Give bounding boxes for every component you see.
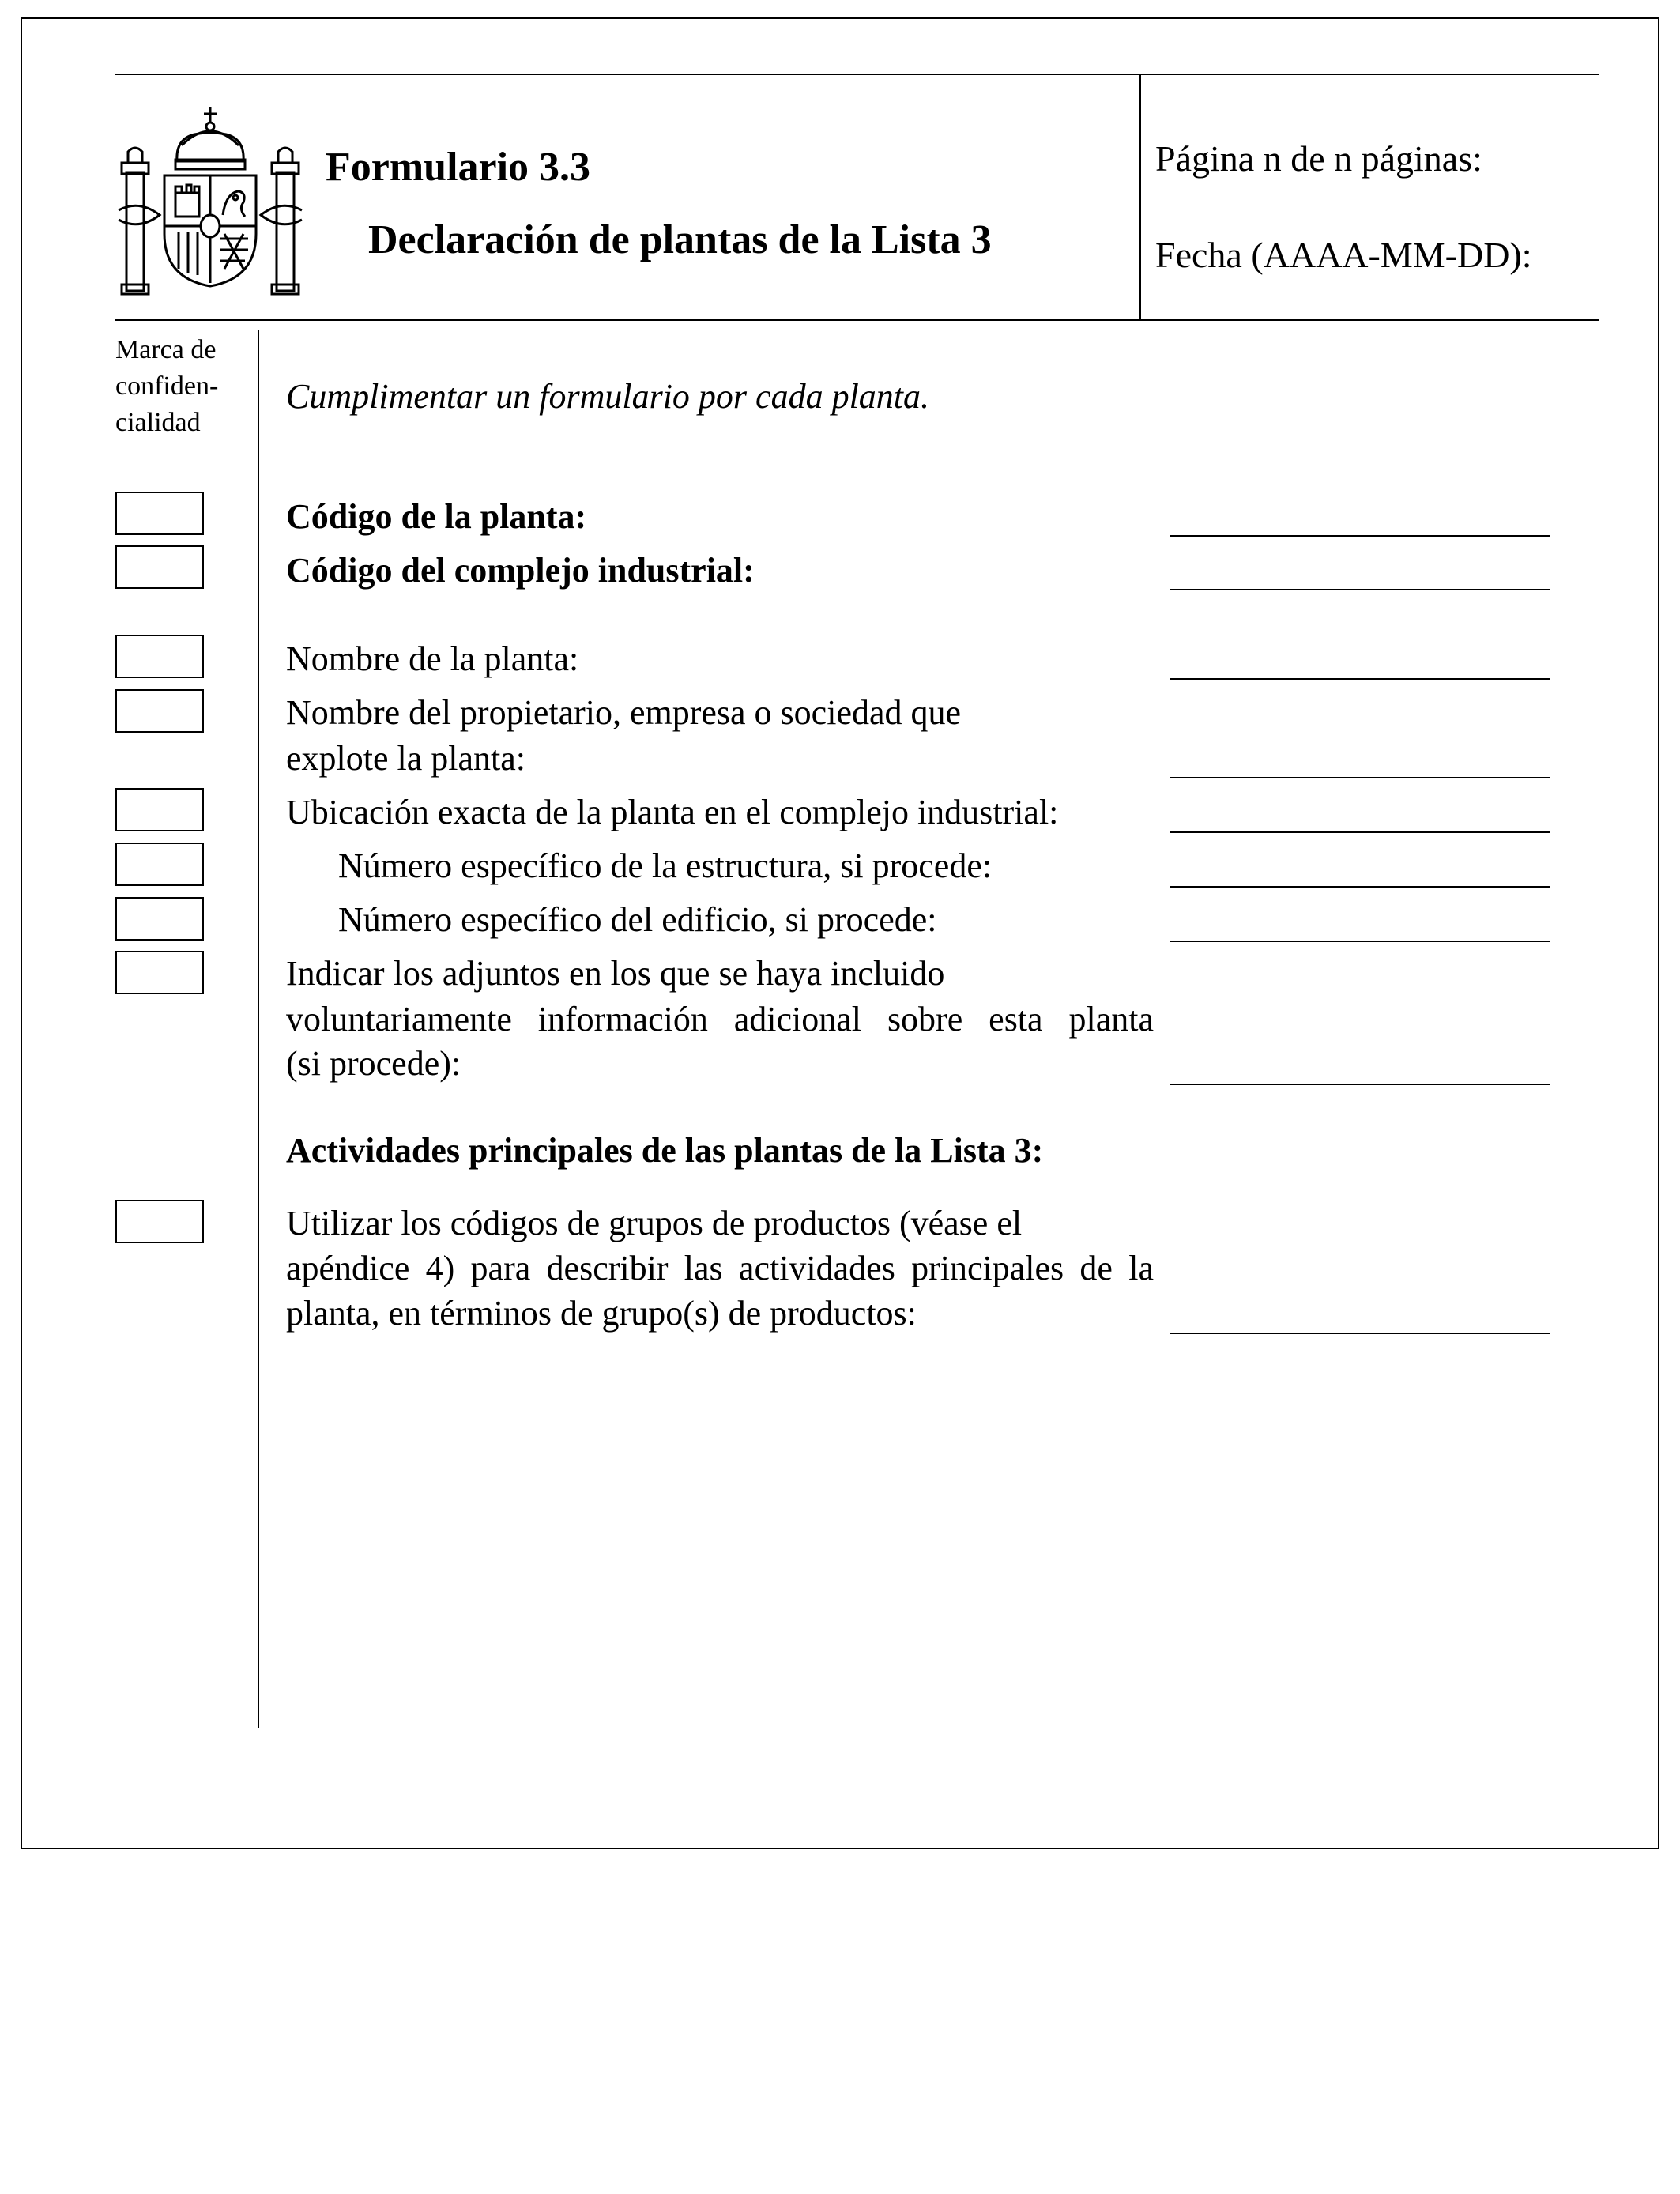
building-number-input[interactable]	[1170, 941, 1550, 942]
plant-code-label: Código de la planta:	[286, 497, 587, 536]
confidentiality-checkbox-complex-code[interactable]	[115, 545, 204, 589]
attachments-label-line3: (si procede):	[286, 1044, 461, 1083]
attachments-label-line1: Indicar los adjuntos en los que se haya incluido	[286, 954, 945, 993]
structure-number-label: Número específico de la estructura, si procede:	[338, 846, 993, 885]
instruction-text: Cumplimentar un formulario por cada planta.	[286, 377, 930, 416]
activities-heading: Actividades principales de las plantas de la Lista 3:	[286, 1131, 1044, 1170]
product-codes-label-line1: Utilizar los códigos de grupos de productos (véase el	[286, 1204, 1023, 1242]
confidentiality-label-line: confiden-	[115, 371, 219, 401]
structure-number-input[interactable]	[1170, 886, 1550, 888]
plant-name-label: Nombre de la planta:	[286, 639, 579, 678]
attachments-label-line2: voluntariamente información adicional sobre esta planta	[286, 1000, 1154, 1039]
coat-of-arms-icon	[115, 100, 305, 296]
product-codes-input[interactable]	[1170, 1333, 1550, 1334]
location-label: Ubicación exacta de la planta en el complejo industrial:	[286, 793, 1059, 831]
confidentiality-checkbox-plant-code[interactable]	[115, 492, 204, 535]
attachments-input[interactable]	[1170, 1084, 1550, 1085]
confidentiality-checkbox-location[interactable]	[115, 788, 204, 831]
owner-input[interactable]	[1170, 777, 1550, 778]
header-divider	[1139, 74, 1141, 320]
confidentiality-label-line: Marca de	[115, 335, 217, 364]
confidentiality-checkbox-product-codes[interactable]	[115, 1200, 204, 1243]
product-codes-label-line2: apéndice 4) para describir las actividades principales de la	[286, 1249, 1154, 1287]
confidentiality-checkbox-structure[interactable]	[115, 843, 204, 886]
complex-code-label: Código del complejo industrial:	[286, 551, 755, 590]
date-field: Fecha (AAAA-MM-DD):	[1155, 235, 1532, 275]
confidentiality-label	[115, 332, 218, 441]
complex-code-input[interactable]	[1170, 589, 1550, 590]
confidentiality-checkbox-building[interactable]	[115, 897, 204, 941]
confidentiality-checkbox-owner[interactable]	[115, 689, 204, 733]
owner-label-line1: Nombre del propietario, empresa o sociedad que	[286, 693, 962, 732]
plant-code-input[interactable]	[1170, 535, 1550, 537]
location-input[interactable]	[1170, 831, 1550, 833]
header-top-rule	[115, 74, 1599, 75]
page-count-field: Página n de n páginas:	[1155, 138, 1482, 179]
building-number-label: Número específico del edificio, si procede:	[338, 900, 937, 939]
confidentiality-checkbox-plant-name[interactable]	[115, 635, 204, 678]
product-codes-label-line3: planta, en términos de grupo(s) de productos:	[286, 1294, 917, 1333]
plant-name-input[interactable]	[1170, 678, 1550, 680]
owner-label-line2: explote la planta:	[286, 739, 525, 778]
confidentiality-label-line: cialidad	[115, 408, 201, 437]
header-bottom-rule	[115, 319, 1599, 321]
form-subtitle: Declaración de plantas de la Lista 3	[368, 217, 992, 262]
confidentiality-checkbox-attachments[interactable]	[115, 951, 204, 994]
confidentiality-divider	[258, 330, 259, 1728]
form-title: Formulario 3.3	[326, 145, 591, 190]
